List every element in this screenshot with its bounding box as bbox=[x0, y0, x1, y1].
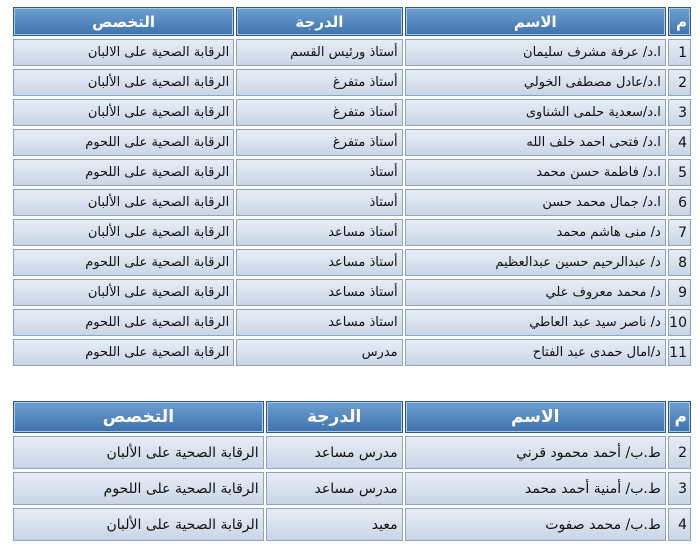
staff-degree: أستاذ مساعد bbox=[236, 249, 402, 276]
faculty-table-header bbox=[13, 7, 691, 36]
table-row bbox=[13, 69, 691, 96]
row-number: 7 bbox=[668, 219, 691, 246]
staff-name: د/امال حمدى عبد الفتاح bbox=[405, 339, 666, 366]
staff-degree: أستاذ ورئيس القسم bbox=[236, 39, 402, 66]
table-row bbox=[13, 219, 691, 246]
row-number: 4 bbox=[668, 129, 691, 156]
assistants-table bbox=[11, 398, 693, 544]
table-row bbox=[13, 189, 691, 216]
staff-name: د/ محمد معروف علي bbox=[405, 279, 666, 306]
row-number: 6 bbox=[668, 189, 691, 216]
staff-degree: أستاذ مساعد bbox=[236, 219, 402, 246]
staff-name: ط.ب/ محمد صفوت bbox=[405, 508, 666, 541]
header-degree: الدرجة bbox=[236, 7, 402, 36]
staff-name: ط.ب/ أمنية أحمد محمد bbox=[405, 472, 666, 505]
row-number: 5 bbox=[668, 159, 691, 186]
row-number: 9 bbox=[668, 279, 691, 306]
staff-name: ط.ب/ أحمد محمود قرني bbox=[405, 436, 666, 469]
header-name: الاسم bbox=[405, 7, 666, 36]
row-number: 3 bbox=[668, 472, 691, 505]
staff-name: ا.د/سعدية حلمى الشناوى bbox=[405, 99, 666, 126]
staff-degree: مدرس مساعد bbox=[266, 472, 403, 505]
staff-specialty: الرقابة الصحية على الألبان bbox=[13, 436, 264, 469]
table-row bbox=[13, 436, 691, 469]
table-row bbox=[13, 309, 691, 336]
row-number: 3 bbox=[668, 99, 691, 126]
staff-specialty: الرقابة الصحية على الألبان bbox=[13, 279, 234, 306]
staff-specialty: الرقابة الصحية على الألبان bbox=[13, 69, 234, 96]
staff-name: ا.د/ فتحى احمد خلف الله bbox=[405, 129, 666, 156]
table-row bbox=[13, 39, 691, 66]
staff-specialty: الرقابة الصحية على اللحوم bbox=[13, 339, 234, 366]
staff-specialty: الرقابة الصحية على الألبان bbox=[13, 508, 264, 541]
staff-degree: مدرس مساعد bbox=[266, 436, 403, 469]
staff-degree: أستاذ متفرغ bbox=[236, 69, 402, 96]
staff-specialty: الرقابة الصحية على اللحوم bbox=[13, 159, 234, 186]
header-specialty: التخصص bbox=[13, 7, 234, 36]
table-row bbox=[13, 129, 691, 156]
staff-specialty: الرقابة الصحية على الألبان bbox=[13, 219, 234, 246]
table-row bbox=[13, 249, 691, 276]
assistants-table-header bbox=[13, 401, 691, 433]
row-number: 11 bbox=[668, 339, 691, 366]
staff-specialty: الرقابة الصحية على اللحوم bbox=[13, 309, 234, 336]
table-row bbox=[13, 279, 691, 306]
faculty-table-body bbox=[13, 39, 691, 366]
staff-degree: أستاذ مساعد bbox=[236, 279, 402, 306]
staff-name: ا.د/ عرفة مشرف سليمان bbox=[405, 39, 666, 66]
table-row bbox=[13, 472, 691, 505]
staff-degree: أستاذ متفرغ bbox=[236, 129, 402, 156]
staff-name: د/ ناصر سيد عبد العاطي bbox=[405, 309, 666, 336]
row-number: 1 bbox=[668, 39, 691, 66]
staff-degree: استاذ مساعد bbox=[236, 309, 402, 336]
staff-degree: أستاذ متفرغ bbox=[236, 99, 402, 126]
staff-degree: أستاذ bbox=[236, 159, 402, 186]
staff-specialty: الرقابة الصحية على اللحوم bbox=[13, 472, 264, 505]
table-row bbox=[13, 339, 691, 366]
staff-name: د/ عبدالرحيم حسين عبدالعظيم bbox=[405, 249, 666, 276]
row-number: 2 bbox=[668, 69, 691, 96]
staff-specialty: الرقابة الصحية على اللحوم bbox=[13, 249, 234, 276]
header-num: م bbox=[668, 7, 691, 36]
staff-specialty: الرقابة الصحية على الالبان bbox=[13, 39, 234, 66]
header-specialty: التخصص bbox=[13, 401, 264, 433]
staff-specialty: الرقابة الصحية على الألبان bbox=[13, 189, 234, 216]
staff-specialty: الرقابة الصحية على الألبان bbox=[13, 99, 234, 126]
staff-degree: أستاذ bbox=[236, 189, 402, 216]
staff-name: د/ منى هاشم محمد bbox=[405, 219, 666, 246]
table-row bbox=[13, 508, 691, 541]
row-number: 8 bbox=[668, 249, 691, 276]
faculty-table bbox=[11, 4, 693, 369]
header-num: م bbox=[668, 401, 691, 433]
table-row bbox=[13, 159, 691, 186]
staff-name: ا.د/ جمال محمد حسن bbox=[405, 189, 666, 216]
staff-specialty: الرقابة الصحية على اللحوم bbox=[13, 129, 234, 156]
staff-name: ا.د/عادل مصطفى الخولي bbox=[405, 69, 666, 96]
row-number: 2 bbox=[668, 436, 691, 469]
staff-degree: معيد bbox=[266, 508, 403, 541]
assistants-table-body bbox=[13, 436, 691, 541]
header-name: الاسم bbox=[405, 401, 666, 433]
header-degree: الدرجة bbox=[266, 401, 403, 433]
staff-name: ا.د/ فاطمة حسن محمد bbox=[405, 159, 666, 186]
row-number: 4 bbox=[668, 508, 691, 541]
table-row bbox=[13, 99, 691, 126]
row-number: 10 bbox=[668, 309, 691, 336]
staff-degree: مدرس bbox=[236, 339, 402, 366]
